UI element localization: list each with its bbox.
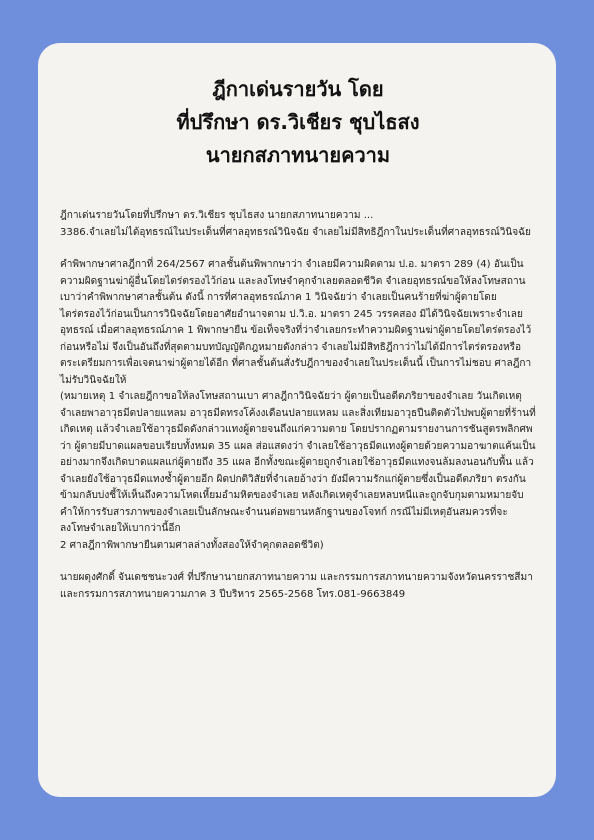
title-line-2: ที่ปรึกษา ดร.วิเชียร ชุบไธสง [176,110,420,134]
title-line-3: นายกสภาทนายความ [205,143,391,167]
intro-paragraph: ฎีกาเด่นรายวันโดยที่ปรึกษา ดร.วิเชียร ชุบไธสง นายกสภาทนายความ ... 3386.จำเลยไม่ได้อุทธรณ์ในประเด็นที่ศาลอุทธรณ์วินิจฉัย จำเลยไม่มีสิทธิฎีกาในประเด็นที่ศาลอุทธรณ์วินิจฉัย [60,210,531,238]
document-card [38,43,556,797]
paragraph-gap [60,554,536,570]
document-body [60,208,536,603]
judgment-paragraph: คำพิพากษาศาลฎีกาที่ 264/2567 ศาลชั้นต้นพิพากษาว่า จำเลยมีความผิดตาม ป.อ. มาตรา 289 (4) อันเป็นความผิดฐานฆ่าผู้อื่นโดยไตร่ตรองไว้ก่อน และลงโทษจำคุกจำเลยตลอดชีวิต จำเลยอุทธรณ์ขอให้ลงโทษสถานเบาว่าคำพิพากษาศาลชั้นต้น ดังนี้ การที่ศาลอุทธรณ์ภาค 1 วินิจฉัยว่า จำเลยเป็นคนร้ายที่ฆ่าผู้ตายโดยไตร่ตรองไว้ก่อนเป็นการวินิจฉัยโดยอาศัยอำนาจตาม ป.วิ.อ. มาตรา 245 วรรคสอง มิได้วินิจฉัยเพราะจำเลยอุทธรณ์ เมื่อศาลอุทธรณ์ภาค 1 พิพากษายืน ข้อเท็จจริงที่ว่าจำเลยกระทำความผิดฐานฆ่าผู้ตายโดยไตร่ตรองไว้ก่อนหรือไม่ จึงเป็นอันถึงที่สุดตามบทบัญญัติกฎหมายดังกล่าว จำเลยไม่มีสิทธิฎีกาว่าไม่ได้มีการไตร่ตรองหรือตระเตรียมการเพื่อเจตนาฆ่าผู้ตายได้อีก ที่ศาลชั้นต้นสั่งรับฎีกาของจำเลยในประเด็นนี้ เป็นการไม่ชอบ ศาลฎีกาไม่รับวินิจฉัยให้ (หมายเหตุ 1 จำเลยฎีกาขอให้ลงโทษสถานเบา ศาลฎีกาวินิจฉัยว่า ผู้ตายเป็นอดีตภริยาของจำเลย วันเกิดเหตุจำเลยพาอาวุธมีดปลายแหลม อาวุธมีดทรงโค้งงเดือนปลายแหลม และสิ่งเทียมอาวุธปืนติดตัวไปพบผู้ตายที่ร้านที่เกิดเหตุ แล้วจำเลยใช้อาวุธมีดดังกล่าวแทงผู้ตายจนถึงแก่ความตาย โดยปรากฏตามรายงานการชันสูตรพลิกศพว่า ผู้ตายมีบาดแผลขอบเรียบทั้งหมด 35 แผล ส่อแสดงว่า จำเลยใช้อาวุธมีดแทงผู้ตายด้วยความอาฆาตแค้นเป็นอย่างมากจึงเกิดบาดแผลแก่ผู้ตายถึง 35 แผล อีกทั้งขณะผู้ตายถูกจำเลยใช้อาวุธมีดแทงจนล้มลงนอนกับพื้น แล้ว จำเลยยังใช้อาวุธมีดแทงซ้ำผู้ตายอีก ผิดปกติวิสัยที่จำเลยอ้างว่า ยังมีความรักแก่ผู้ตายซึ่งเป็นอดีตภริยา ตรงกันข้ามกลับบ่งชี้ให้เห็นถึงความโหดเหี้ยมอำมหิตของจำเลย หลังเกิดเหตุจำเลยหลบหนีและถูกจับกุมตามหมายจับ คำให้การรับสารภาพของจำเลยเป็นลักษณะจำนนต่อพยานหลักฐานของโจทก์ กรณีไม่มีเหตุอันสมควรที่จะลงโทษจำเลยให้เบากว่านี้อีก 2 ศาลฎีกาพิพากษายืนตามศาลล่างทั้งสองให้จำคุกตลอดชีวิต) [60,259,536,551]
document-title [60,73,536,172]
signature-paragraph: นายผดุงศักดิ์ จันเดชชนะวงศ์ ที่ปรึกษานายกสภาทนายความ และกรรมการสภาทนายความจังหวัดนครราชสีมา และกรรมการสภาทนายความภาค 3 ปีบริหาร 2565-2568 โทร.081-9663849 [60,572,537,600]
paragraph-gap [60,241,536,257]
title-line-1: ฎีกาเด่นรายวัน โดย [212,77,384,101]
